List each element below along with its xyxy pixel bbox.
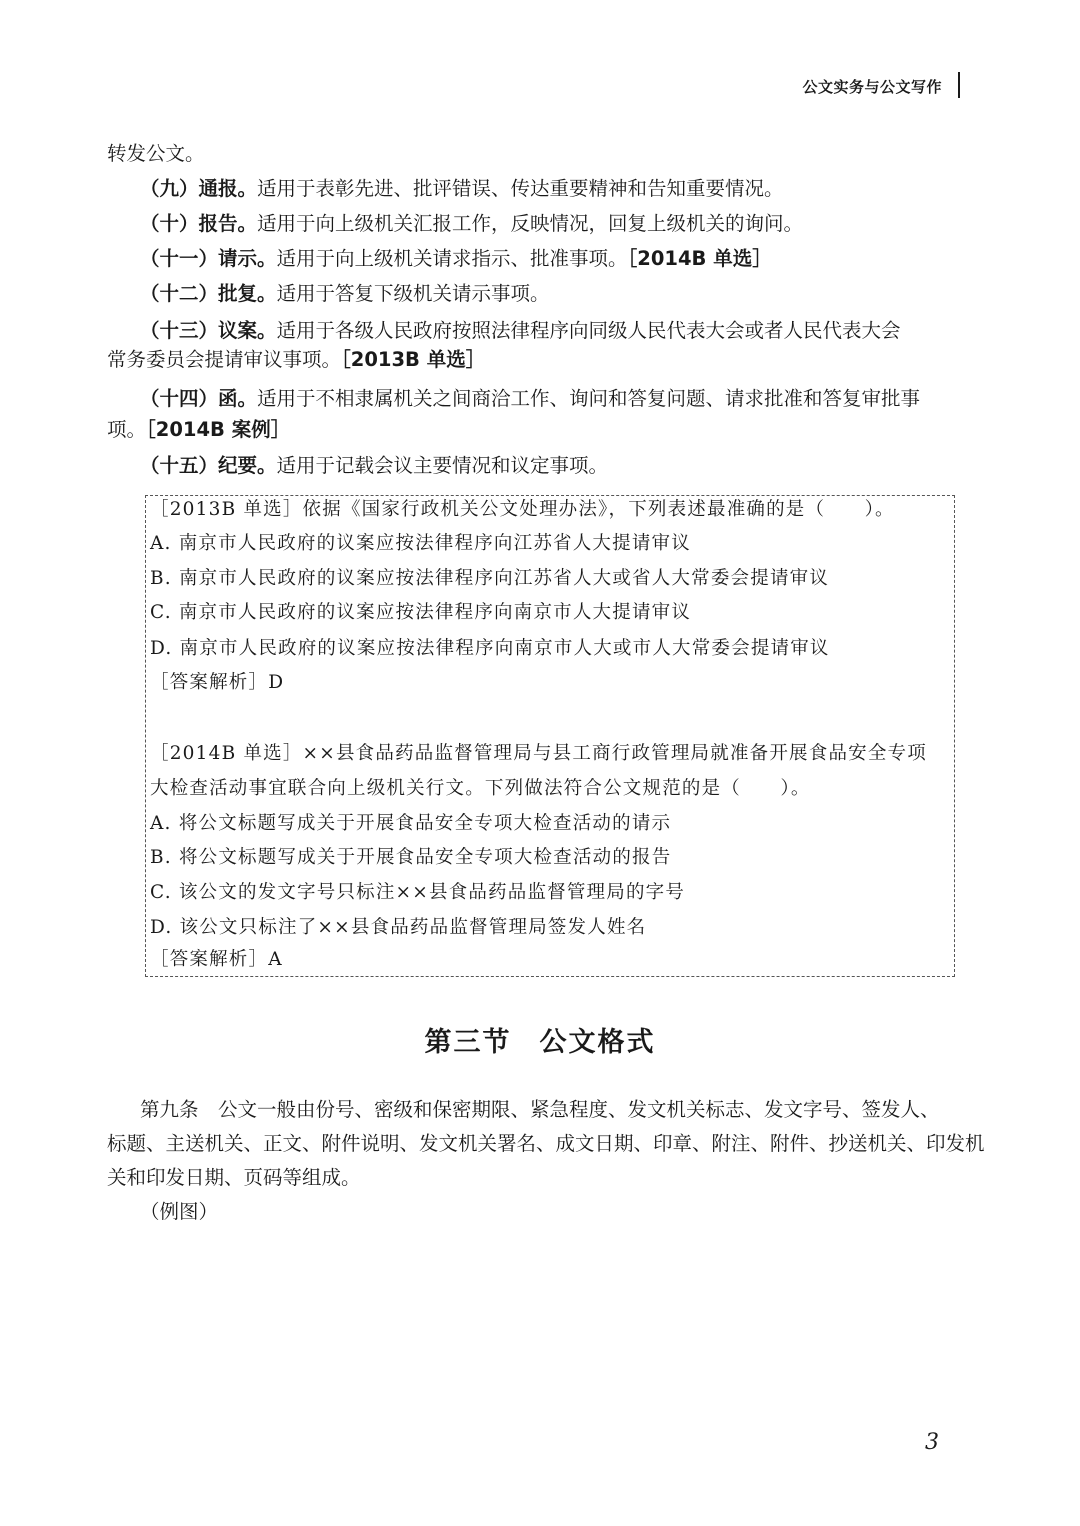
q1-stem: ［2013B 单选］依据《国家行政机关公文处理办法》，下列表述最准确的是（ ）。 [150, 499, 895, 520]
exam-tag: ［2014B 案例］ [146, 418, 291, 441]
article-line1 [140, 1096, 940, 1124]
paragraph-han-line1 [140, 385, 920, 413]
header-divider [958, 72, 960, 98]
q1-option-b: B. 南京市人民政府的议案应按法律程序向江苏省人大或省人大常委会提请审议 [150, 568, 830, 589]
q1-option-c: C. 南京市人民政府的议案应按法律程序向南京市人大提请审议 [150, 602, 692, 623]
q1-option-d: D. 南京市人民政府的议案应按法律程序向南京市人大或市人大常委会提请审议 [150, 638, 830, 659]
section-heading [0, 1020, 1080, 1059]
item-label: （十二）批复。 [140, 282, 277, 305]
paragraph-yian-line2 [107, 346, 485, 374]
figure-note: （例图） [140, 1200, 219, 1223]
q2-stem-line2: 大检查活动事宜联合向上级机关行文。下列做法符合公文规范的是（ ）。 [150, 778, 811, 799]
item-text: 适用于向上级机关汇报工作，反映情况，回复上级机关的询问。 [257, 212, 804, 235]
paragraph-han-line2 [107, 416, 290, 444]
q2-option-c: C. 该公文的发文字号只标注××县食品药品监督管理局的字号 [150, 882, 686, 903]
item-text: 常务委员会提请审议事项。 [107, 348, 342, 371]
item-label: （十五）纪要。 [140, 454, 277, 477]
page-number: 3 [925, 1430, 939, 1455]
exam-tag: ［2014B 单选］ [627, 247, 772, 270]
q2-option-a: A. 将公文标题写成关于开展食品安全专项大检查活动的请示 [150, 813, 672, 834]
item-text: 项。 [107, 418, 147, 441]
section-number: 第三节 [424, 1027, 512, 1058]
paragraph-jiyao [140, 452, 608, 480]
paragraph-pifu [140, 280, 550, 308]
item-text: 适用于表彰先进、批评错误、传达重要精神和告知重要情况。 [257, 177, 784, 200]
q2-stem-line1: ［2014B 单选］××县食品药品监督管理局与县工商行政管理局就准备开展食品安全专项 [150, 743, 927, 764]
paragraph-baogao [140, 210, 803, 238]
paragraph-yian-line1 [140, 317, 901, 345]
item-label: （九）通报。 [140, 177, 258, 200]
item-text: 适用于答复下级机关请示事项。 [276, 282, 550, 305]
running-header-title: 公文实务与公文写作 [802, 78, 942, 96]
q2-option-b: B. 将公文标题写成关于开展食品安全专项大检查活动的报告 [150, 847, 672, 868]
section-title: 公文格式 [539, 1027, 656, 1058]
item-text: 适用于各级人民政府按照法律程序向同级人民代表大会或者人民代表大会 [276, 319, 901, 342]
q1-option-a: A. 南京市人民政府的议案应按法律程序向江苏省人大提请审议 [150, 533, 691, 554]
item-label: （十四）函。 [140, 387, 258, 410]
article-text: 公文一般由份号、密级和保密期限、紧急程度、发文机关标志、发文字号、签发人、 [218, 1098, 940, 1121]
item-label: （十三）议案。 [140, 319, 277, 342]
paragraph-continuation: 转发公文。 [107, 142, 205, 165]
item-text: 适用于记载会议主要情况和议定事项。 [276, 454, 609, 477]
item-text: 适用于向上级机关请求指示、批准事项。 [276, 247, 628, 270]
article-label: 第九条 [140, 1098, 199, 1121]
q1-answer: ［答案解析］D [150, 672, 285, 693]
article-line2: 标题、主送机关、正文、附件说明、发文机关署名、成文日期、印章、附注、附件、抄送机关、印发机 [107, 1132, 985, 1155]
q2-option-d: D. 该公文只标注了××县食品药品监督管理局签发人姓名 [150, 917, 647, 938]
paragraph-tongbao [140, 175, 784, 203]
exam-tag: ［2013B 单选］ [341, 348, 486, 371]
item-label: （十）报告。 [140, 212, 258, 235]
paragraph-qingshi [140, 245, 772, 273]
item-label: （十一）请示。 [140, 247, 277, 270]
q2-answer: ［答案解析］A [150, 949, 283, 970]
article-line3: 关和印发日期、页码等组成。 [107, 1166, 361, 1189]
item-text: 适用于不相隶属机关之间商洽工作、询问和答复问题、请求批准和答复审批事 [257, 387, 921, 410]
